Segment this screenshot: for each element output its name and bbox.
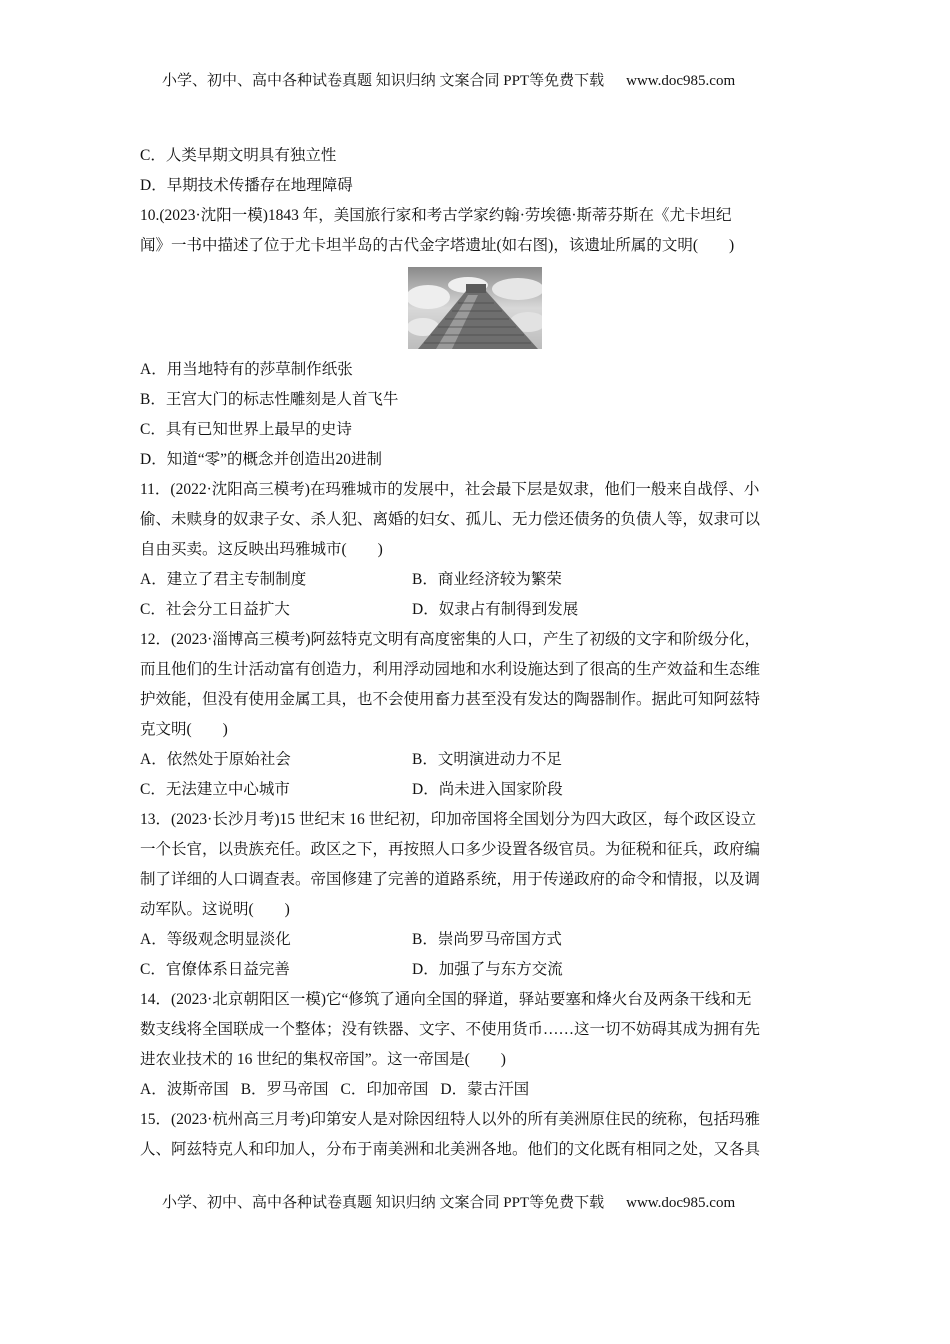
options-row (140, 775, 812, 805)
options-row (140, 925, 812, 955)
question-stem-line: 一个长官，以贵族充任。政区之下，再按照人口多少设置各级官员。为征税和征兵，政府编 (140, 841, 761, 858)
header-text: 小学、初中、高中各种试卷真题 知识归纳 文案合同 PPT等免费下载 (162, 73, 605, 89)
option-a: A．依然处于原始社会 (140, 751, 291, 768)
question-stem-line: 15．(2023·杭州高三月考)印第安人是对除因纽特人以外的所有美洲原住民的统称，包括玛雅 (140, 1111, 760, 1128)
question-13 (140, 805, 812, 985)
option-c: C．社会分工日益扩大 (140, 601, 290, 618)
option-a: A．建立了君主专制制度 (140, 571, 307, 588)
option-b: B．罗马帝国 (240, 1081, 329, 1098)
question-stem-line: 12．(2023·淄博高三模考)阿兹特克文明有高度密集的人口，产生了初级的文字和阶级分化， (140, 631, 760, 648)
question-12 (140, 625, 812, 805)
question-stem-line: 进农业技术的 16 世纪的集权帝国”。这一帝国是( ) (140, 1051, 506, 1068)
option-d: D．奴隶占有制得到发展 (412, 601, 579, 618)
option-b: B．文明演进动力不足 (412, 751, 562, 768)
question-stem-line: 11．(2022·沈阳高三模考)在玛雅城市的发展中，社会最下层是奴隶，他们一般来自战俘、小 (140, 481, 760, 498)
options-row (140, 955, 812, 985)
question-stem-line: 护效能，但没有使用金属工具，也不会使用畜力甚至没有发达的陶器制作。据此可知阿兹特 (140, 691, 761, 708)
option-c: C．官僚体系日益完善 (140, 961, 290, 978)
footer-url[interactable]: www.doc985.com (626, 1195, 736, 1211)
question-stem-line: 闻》一书中描述了位于尤卡坦半岛的古代金字塔遗址(如右图)，该遗址所属的文明( ) (140, 237, 735, 254)
option-b: B．王宫大门的标志性雕刻是人首飞牛 (140, 391, 399, 408)
options-row (140, 565, 812, 595)
question-15 (140, 1105, 812, 1165)
option-c: C．具有已知世界上最早的史诗 (140, 421, 352, 438)
page-header (162, 69, 802, 90)
question-stem-line: 13．(2023·长沙月考)15 世纪末 16 世纪初，印加帝国将全国划分为四大政区，每个政区设立 (140, 811, 757, 828)
footer-text: 小学、初中、高中各种试卷真题 知识归纳 文案合同 PPT等免费下载 (162, 1195, 605, 1211)
question-stem-line: 而且他们的生计活动富有创造力，利用浮动园地和水利设施达到了很高的生产效益和生态维 (140, 661, 761, 678)
option-b: B．商业经济较为繁荣 (412, 571, 562, 588)
question-11 (140, 475, 812, 625)
prev-option-c: C．人类早期文明具有独立性 (140, 147, 337, 164)
question-10 (140, 201, 812, 475)
options-inline (140, 1075, 812, 1105)
question-stem-line: 偷、未赎身的奴隶子女、杀人犯、离婚的妇女、孤儿、无力偿还债务的负债人等，奴隶可以 (140, 511, 761, 528)
question-stem-line: 人、阿兹特克人和印加人，分布于南美洲和北美洲各地。他们的文化既有相同之处，又各具 (140, 1141, 761, 1158)
question-stem-line: 数支线将全国联成一个整体；没有铁器、文字、不使用货币……这一切不妨碍其成为拥有先 (140, 1021, 761, 1038)
page-footer (162, 1191, 802, 1212)
options-row (140, 595, 812, 625)
question-stem-line: 克文明( ) (140, 721, 228, 738)
option-a: A．波斯帝国 (140, 1081, 229, 1098)
option-d: D．知道“零”的概念并创造出20进制 (140, 451, 382, 468)
option-d: D．蒙古汗国 (440, 1081, 530, 1098)
option-a: A．等级观念明显淡化 (140, 931, 291, 948)
question-stem-line: 自由买卖。这反映出玛雅城市( ) (140, 541, 383, 558)
option-a: A．用当地特有的莎草制作纸张 (140, 361, 353, 378)
pyramid-photo-icon (408, 267, 542, 349)
question-stem-line: 制了详细的人口调查表。帝国修建了完善的道路系统，用于传递政府的命令和情报，以及调 (140, 871, 761, 888)
option-c: C．无法建立中心城市 (140, 781, 290, 798)
option-c: C．印加帝国 (340, 1081, 429, 1098)
question-stem-line: 10.(2023·沈阳一模)1843 年，美国旅行家和考古学家约翰·劳埃德·斯蒂芬斯在《尤卡坦纪 (140, 207, 732, 224)
question-stem-line: 动军队。这说明( ) (140, 901, 290, 918)
options-row (140, 745, 812, 775)
figure-container (140, 261, 812, 355)
question-stem-line: 14．(2023·北京朝阳区一模)它“修筑了通向全国的驿道，驿站要塞和烽火台及两条干线和无 (140, 991, 752, 1008)
option-b: B．崇尚罗马帝国方式 (412, 931, 562, 948)
mayan-pyramid-image (408, 267, 542, 349)
option-d: D．尚未进入国家阶段 (412, 781, 563, 798)
option-d: D．加强了与东方交流 (412, 961, 563, 978)
question-14 (140, 985, 812, 1105)
document-body (140, 141, 812, 1165)
prev-option-d: D．早期技术传播存在地理障碍 (140, 177, 353, 194)
header-url[interactable]: www.doc985.com (626, 73, 736, 89)
